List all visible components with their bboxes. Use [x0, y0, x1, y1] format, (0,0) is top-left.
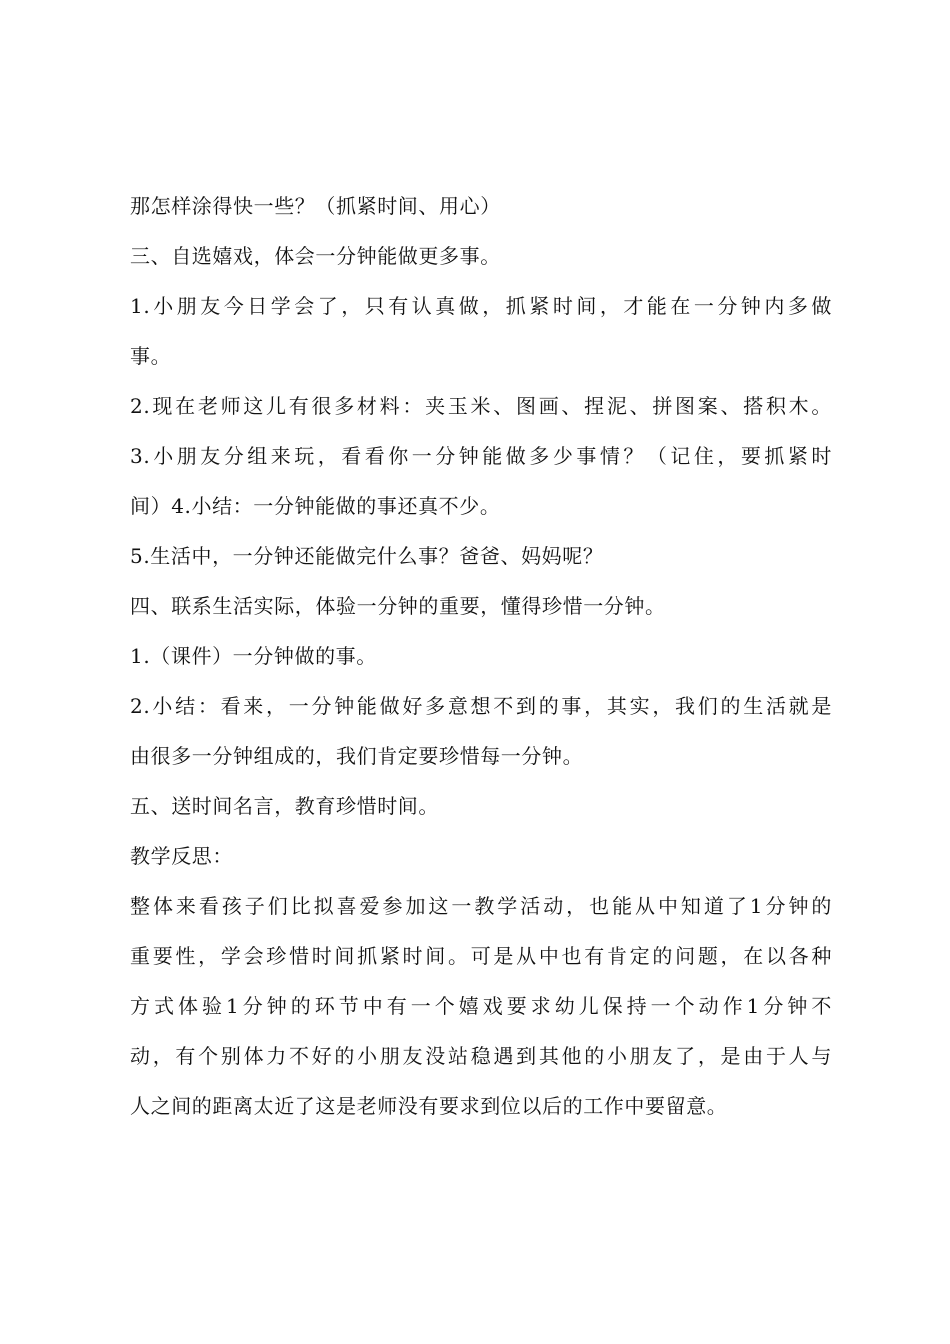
section-heading: 四、联系生活实际，体验一分钟的重要，懂得珍惜一分钟。: [130, 594, 666, 618]
section-heading: 三、自选嬉戏，体会一分钟能做更多事。: [130, 244, 501, 268]
text-line: 由很多一分钟组成的，我们肯定要珍惜每一分钟。: [130, 744, 584, 768]
text-line: 方式体验1分钟的环节中有一个嬉戏要求幼儿保持一个动作1分钟不: [130, 994, 832, 1018]
text-line: 事。: [130, 344, 172, 368]
text-line: 间）4.小结：一分钟能做的事还真不少。: [130, 494, 501, 518]
text-line: 1.小朋友今日学会了，只有认真做，抓紧时间，才能在一分钟内多做: [130, 294, 832, 318]
text-line: 2.现在老师这儿有很多材料：夹玉米、图画、捏泥、拼图案、搭积木。: [130, 394, 832, 418]
text-line: 那怎样涂得快一些？（抓紧时间、用心）: [130, 194, 501, 218]
text-line: 3.小朋友分组来玩，看看你一分钟能做多少事情？（记住，要抓紧时: [130, 444, 832, 468]
text-line: 2.小结：看来，一分钟能做好多意想不到的事，其实，我们的生活就是: [130, 694, 832, 718]
text-line: 动，有个别体力不好的小朋友没站稳遇到其他的小朋友了，是由于人与: [130, 1044, 832, 1068]
text-line: 5.生活中，一分钟还能做完什么事？爸爸、妈妈呢？: [130, 544, 604, 568]
section-heading: 五、送时间名言，教育珍惜时间。: [130, 794, 439, 818]
text-line: 整体来看孩子们比拟喜爱参加这一教学活动，也能从中知道了1分钟的: [130, 894, 832, 918]
text-line: 重要性，学会珍惜时间抓紧时间。可是从中也有肯定的问题，在以各种: [130, 944, 832, 968]
text-line: 1.（课件）一分钟做的事。: [130, 644, 377, 668]
text-line: 人之间的距离太近了这是老师没有要求到位以后的工作中要留意。: [130, 1094, 728, 1118]
section-heading: 教学反思：: [130, 844, 233, 868]
